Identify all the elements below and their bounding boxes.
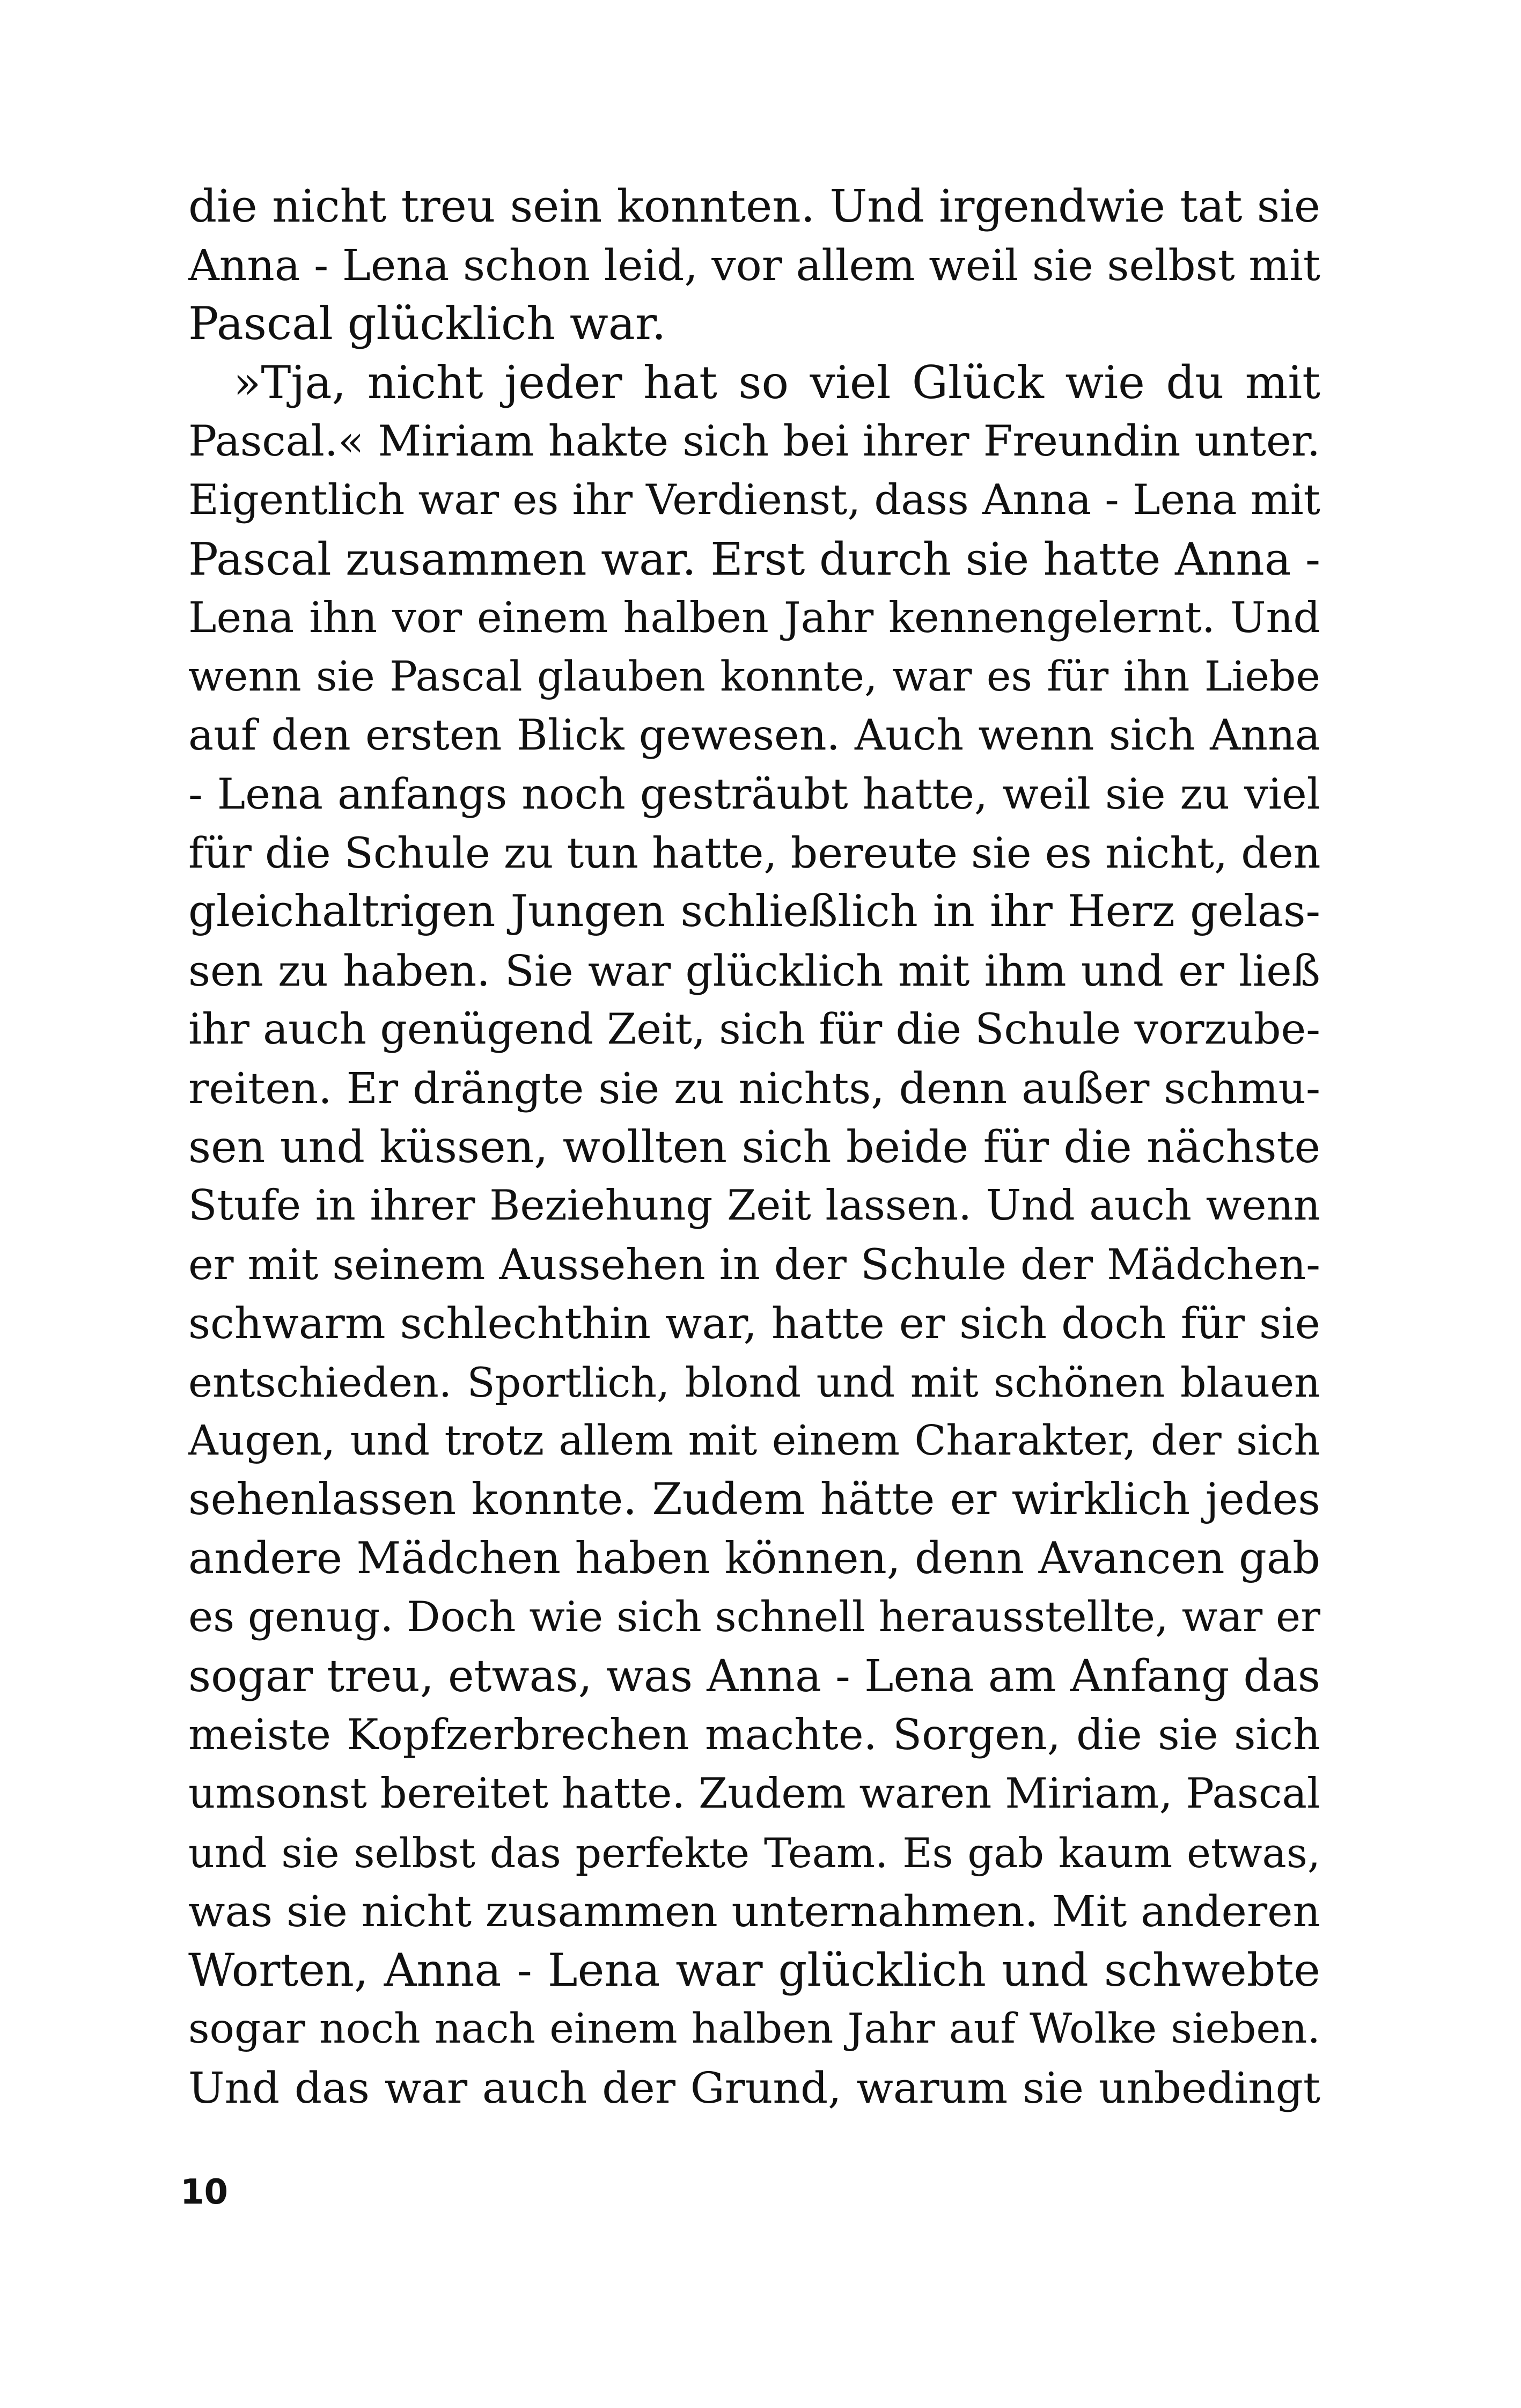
text-line: Anna - Lena schon leid, vor allem weil sie selbst mit	[188, 240, 1320, 290]
text-line: »Tja, nicht jeder hat so viel Glück wie du mit	[233, 356, 1320, 409]
text-line: sogar noch nach einem halben Jahr auf Wolke sieben.	[188, 2005, 1320, 2053]
text-line: Augen, und trotz allem mit einem Charakter, der sich	[188, 1417, 1320, 1465]
text-line: umsonst bereitet hatte. Zudem waren Miriam, Pascal	[188, 1770, 1320, 1818]
text-line: sen zu haben. Sie war glücklich mit ihm und er ließ	[188, 945, 1320, 996]
text-line: Lena ihn vor einem halben Jahr kennengelernt. Und	[188, 593, 1320, 643]
text-line: sogar treu, etwas, was Anna - Lena am Anfang das	[188, 1650, 1320, 1702]
text-line: er mit seinem Aussehen in der Schule der Mädchen-	[188, 1239, 1320, 1289]
text-line: reiten. Er drängte sie zu nichts, denn außer schmu-	[188, 1063, 1320, 1113]
text-line: gleichaltrigen Jungen schließlich in ihr Herz gelas-	[188, 886, 1320, 937]
text-line: auf den ersten Blick gewesen. Auch wenn sich Anna	[188, 710, 1320, 760]
text-line: andere Mädchen haben können, denn Avancen gab	[188, 1533, 1320, 1584]
text-line: Pascal.« Miriam hakte sich bei ihrer Freundin unter.	[188, 416, 1320, 466]
text-line: Stufe in ihrer Beziehung Zeit lassen. Und auch wenn	[188, 1181, 1320, 1230]
text-line: für die Schule zu tun hatte, bereute sie es nicht, den	[188, 828, 1320, 878]
text-line: Worten, Anna - Lena war glücklich und schwebte	[188, 1943, 1320, 1996]
text-line: die nicht treu sein konnten. Und irgendwie tat sie	[188, 180, 1320, 232]
text-line: Pascal zusammen war. Erst durch sie hatte Anna -	[188, 533, 1320, 585]
text-line: Pascal glücklich war.	[188, 297, 666, 350]
text-line: ihr auch genügend Zeit, sich für die Schule vorzube-	[188, 1004, 1320, 1054]
text-line: schwarm schlechthin war, hatte er sich doch für sie	[188, 1298, 1320, 1349]
page-number: 10	[180, 2172, 229, 2212]
body-text	[188, 177, 1320, 2118]
text-line: meiste Kopfzerbrechen machte. Sorgen, die sie sich	[188, 1710, 1320, 1760]
text-line: sen und küssen, wollten sich beide für die nächste	[188, 1121, 1320, 1173]
text-line: es genug. Doch wie sich schnell herausstellte, war er	[188, 1593, 1320, 1642]
text-line: wenn sie Pascal glauben konnte, war es für ihn Liebe	[188, 652, 1320, 701]
text-line: entschieden. Sportlich, blond und mit schönen blauen	[188, 1358, 1320, 1406]
text-line: - Lena anfangs noch gesträubt hatte, weil sie zu viel	[188, 769, 1320, 819]
text-line: und sie selbst das perfekte Team. Es gab kaum etwas,	[188, 1829, 1320, 1877]
text-line: was sie nicht zusammen unternahmen. Mit anderen	[188, 1886, 1320, 1937]
text-line: Und das war auch der Grund, warum sie unbedingt	[188, 2063, 1320, 2113]
text-line: sehenlassen konnte. Zudem hätte er wirklich jedes	[188, 1474, 1320, 1525]
text-line: Eigentlich war es ihr Verdienst, dass Anna - Lena mit	[188, 475, 1320, 524]
